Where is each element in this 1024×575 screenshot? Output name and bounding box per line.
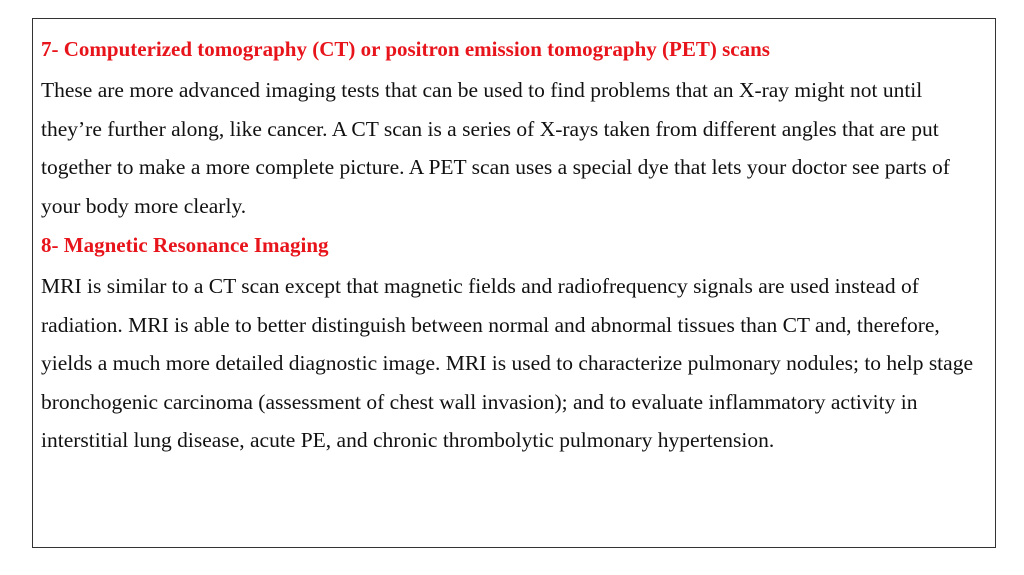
section-body-mri: MRI is similar to a CT scan except that magnetic fields and radiofrequency signals are used instead of radiation. MRI is able to better distinguish between normal and abnormal tissues than CT and, therefore, yields a much more detailed diagnostic image. MRI is used to characterize pulmonary nodules; to help stage bronchogenic carcinoma (assessment of chest wall invasion); and to evaluate inflammatory activity in interstitial lung disease, acute PE, and chronic thrombolytic pulmonary hypertension. [41, 274, 973, 452]
document-frame [32, 18, 996, 548]
section-heading-ct-pet: 7- Computerized tomography (CT) or positron emission tomography (PET) scans [41, 37, 770, 61]
section-heading-mri: 8- Magnetic Resonance Imaging [41, 233, 329, 257]
section-body-ct-pet: These are more advanced imaging tests that can be used to find problems that an X-ray might not until they’re further along, like cancer. A CT scan is a series of X-rays taken from different angles that are put together to make a more complete picture. A PET scan uses a special dye that lets your doctor see parts of your body more clearly. [41, 78, 950, 218]
